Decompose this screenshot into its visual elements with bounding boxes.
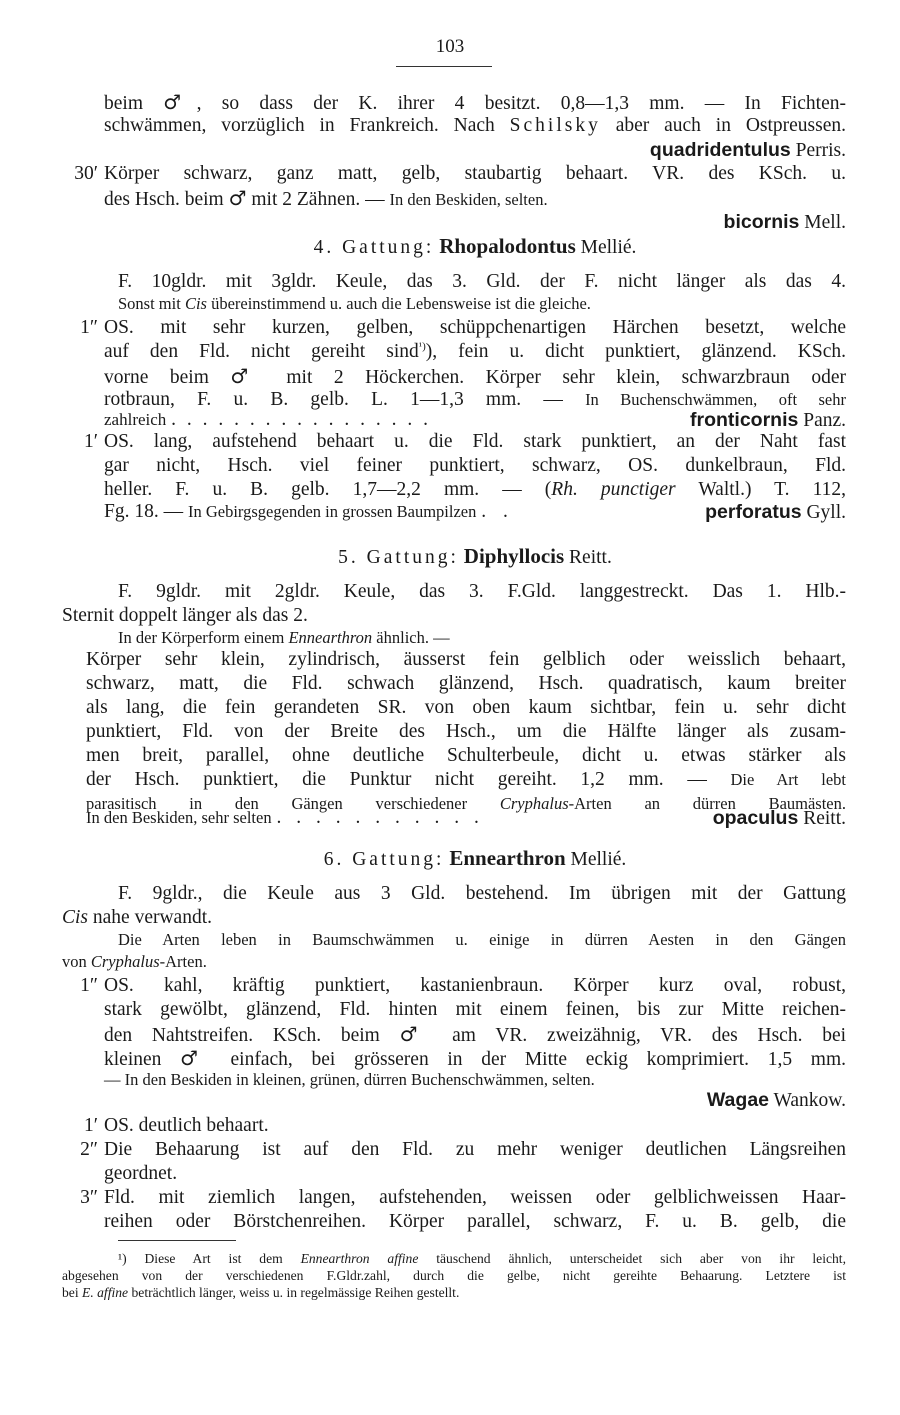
text-line: auf den Fld. nicht gereiht sind$^{^1)}$), fein u. dicht punktiert, glänzend. KSch. (104, 340, 846, 362)
footnote-line: bei E. affine beträchtlich länger, weiss u. in regelmässige Reihen gestellt. (62, 1285, 460, 1300)
species-line: In den Beskiden, sehr selten . . . . . . . . . . . opaculus Reitt. (86, 807, 846, 829)
couplet-marker: 30′ (74, 163, 98, 184)
genus-heading: 6. Gattung: Ennearthron Mellié. (323, 846, 627, 870)
text-line: als lang, die fein gerandeten SR. von oben kaum sichtbar, fein u. sehr dicht (86, 697, 846, 718)
genus-name: Diphyllocis (463, 544, 565, 568)
species-line: Fg. 18. — In Gebirgsgegenden in grossen Baumpilzen . . perforatus Gyll. (104, 501, 846, 523)
text-line: OS. mit sehr kurzen, gelben, schüppchenartigen Härchen besetzt, welche (104, 317, 846, 338)
text-line: beim ♂, so dass der K. ihrer 4 besitzt. 0,8—1,3 mm. — In Fichten- (104, 90, 847, 114)
text-line: F. 10gldr. mit 3gldr. Keule, das 3. Gld. der F. nicht länger als das 4. (118, 271, 846, 292)
male-symbol-icon: ♂ (180, 1046, 212, 1070)
text-line: Cis nahe verwandt. (62, 907, 213, 928)
author-name: Schilsky (509, 115, 601, 136)
text-line: reihen oder Börstchenreihen. Körper parallel, schwarz, F. u. B. gelb, die (104, 1211, 846, 1232)
footnote-marker: ¹) (118, 1251, 127, 1266)
species-name: Wagae (706, 1089, 770, 1111)
couplet-marker: 1′ (83, 431, 98, 452)
footnote-reference: ¹) (418, 340, 426, 353)
species-name: quadridentulus (649, 139, 791, 161)
text-line: — In den Beskiden in kleinen, grünen, dürren Buchenschwämmen, selten. (104, 1070, 595, 1089)
text-line: OS. kahl, kräftig punktiert, kastanienbraun. Körper kurz oval, robust, (104, 975, 846, 996)
species-name: opaculus (712, 807, 799, 829)
species-line: zahlreich . . . . . . . . . . . . . . . . . fronticornis Panz. (104, 409, 846, 431)
text-line: men breit, parallel, ohne deutliche Schulterbeule, dicht u. etwas stärker als (86, 745, 846, 766)
text-line: den Nahtstreifen. KSch. beim ♂ am VR. zweizähnig, VR. des Hsch. bei (104, 1022, 847, 1046)
page-number: 103 (435, 36, 465, 57)
male-symbol-icon: ♂ (399, 1022, 433, 1046)
text-line: der Hsch. punktiert, die Punktur nicht gereiht. 1,2 mm. — Die Art lebt (86, 769, 847, 790)
text-line: OS. lang, aufstehend behaart u. die Fld. stark punktiert, an der Naht fast (104, 431, 846, 452)
footnote-rule (118, 1240, 236, 1241)
genus-name: Ennearthron (449, 846, 566, 870)
couplet-marker: 1″ (80, 317, 98, 338)
text-line: schwarz, matt, die Fld. schwach glänzend, Hsch. quadratisch, kaum breiter (86, 673, 846, 694)
text-line: schwämmen, vorzüglich in Frankreich. Nach Schilsky aber auch in Ostpreussen. (104, 115, 847, 136)
text-line: In der Körperform einem Ennearthron ähnlich. — (118, 628, 450, 647)
text-line: vorne beim ♂ mit 2 Höckerchen. Körper sehr klein, schwarzbraun oder (104, 364, 847, 388)
text-line: punktiert, Fld. von der Breite des Hsch., um die Hälfte länger als zusam- (86, 721, 846, 742)
text-line: Fld. mit ziemlich langen, aufstehenden, weissen oder gelblichweissen Haar- (104, 1187, 846, 1208)
genus-name: Rhopalodontus (439, 234, 576, 258)
text-line: des Hsch. beim ♂ mit 2 Zähnen. — In den Beskiden, selten. (104, 186, 548, 210)
text-line: von Cryphalus-Arten. (62, 952, 207, 971)
text-line: heller. F. u. B. gelb. 1,7—2,2 mm. — (Rh. punctiger Waltl.) T. 112, (104, 479, 846, 500)
species-name: bicornis (723, 211, 800, 233)
text-line: Körper schwarz, ganz matt, gelb, staubartig behaart. VR. des KSch. u. (104, 163, 846, 184)
couplet-marker: 3″ (80, 1187, 98, 1208)
genus-heading: 5. Gattung: Diphyllocis Reitt. (338, 544, 612, 568)
genus-heading: 4. Gattung: Rhopalodontus Mellié. (313, 234, 637, 258)
footnote-line: ¹) Diese Art ist dem Ennearthron affine täuschend ähnlich, unterscheidet sich aber von ihr leicht, (118, 1251, 846, 1266)
text-line: geordnet. (104, 1163, 178, 1184)
text-line: F. 9gldr., die Keule aus 3 Gld. bestehend. Im übrigen mit der Gattung (118, 883, 846, 904)
text-line: Die Behaarung ist auf den Fld. zu mehr weniger deutlichen Längsreihen (104, 1139, 846, 1160)
text-line: Körper sehr klein, zylindrisch, äusserst fein gelblich oder weisslich behaart, (86, 649, 846, 670)
text-line: parasitisch in den Gängen verschiedener Cryphalus-Arten an dürren Baumästen. (86, 794, 847, 813)
male-symbol-icon: ♂ (163, 90, 197, 114)
text-line: Die Arten leben in Baumschwämmen u. einige in dürren Aesten in den Gängen (118, 930, 846, 949)
header-rule (396, 66, 492, 67)
male-symbol-icon: ♂ (230, 364, 265, 388)
couplet-marker: 1′ (83, 1115, 98, 1136)
species-line: bicornis Mell. (723, 211, 846, 233)
species-line: quadridentulus Perris. (649, 139, 846, 161)
text-line: kleinen ♂ einfach, bei grösseren in der Mitte eckig komprimiert. 1,5 mm. (104, 1046, 846, 1070)
text-line: stark gewölbt, glänzend, Fld. hinten mit einem feinen, bis zur Mitte reichen- (104, 999, 846, 1020)
text-line: gar nicht, Hsch. viel feiner punktiert, schwarz, OS. dunkelbraun, Fld. (104, 455, 846, 476)
footnote-line: abgesehen von der verschiedenen F.Gldr.zahl, durch die gelbe, nicht gereihte Behaarung. Letztere ist (62, 1268, 846, 1283)
species-name: fronticornis (690, 409, 799, 431)
text-line: rotbraun, F. u. B. gelb. L. 1—1,3 mm. — In Buchenschwämmen, oft sehr (104, 389, 847, 410)
couplet-marker: 1″ (80, 975, 98, 996)
couplet-marker: 2″ (80, 1139, 98, 1160)
text-line: Sonst mit Cis übereinstimmend u. auch die Lebensweise ist die gleiche. (118, 294, 591, 313)
text-line: OS. deutlich behaart. (104, 1115, 269, 1136)
text-line: Sternit doppelt länger als das 2. (62, 605, 308, 626)
male-symbol-icon: ♂ (228, 186, 247, 210)
text-line: F. 9gldr. mit 2gldr. Keule, das 3. F.Gld. langgestreckt. Das 1. Hlb.- (118, 581, 846, 602)
species-line: Wagae Wankow. (706, 1089, 846, 1111)
species-name: perforatus (705, 501, 802, 523)
